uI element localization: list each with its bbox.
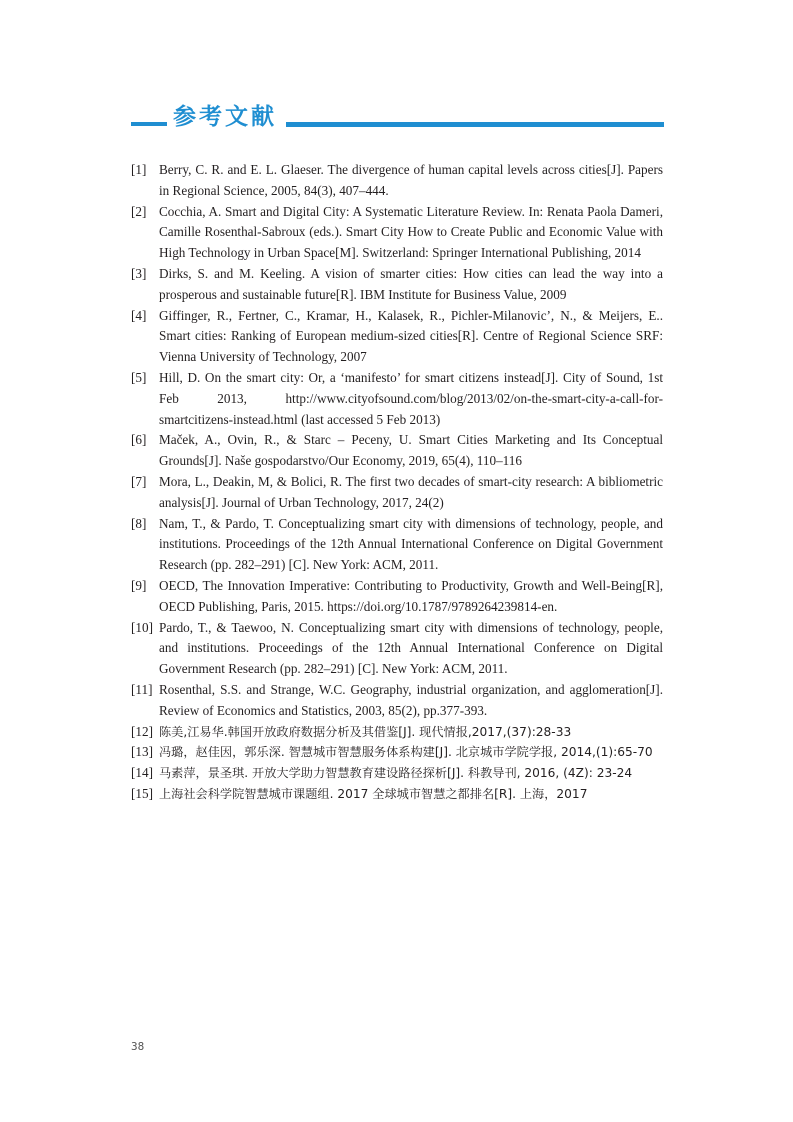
reference-number: [11]: [131, 681, 153, 697]
reference-text: 陈美,江易华.韩国开放政府数据分析及其借鉴[J]. 现代情报,2017,(37):28-33: [159, 724, 572, 739]
reference-text: Pardo, T., & Taewoo, N. Conceptualizing smart city with dimensions of technology, people, and institutions. Proceedings of the 12th Annual International Conference on Digital Government Research (pp. 282–291) [C]. New York: ACM, 2011.: [159, 619, 663, 677]
reference-item: [131, 576, 663, 618]
reference-item: [131, 722, 663, 743]
reference-text: Giffinger, R., Fertner, C., Kramar, H., Kalasek, R., Pichler-Milanovic’, N., & Meijers, E.. Smart cities: Ranking of European medium-sized cities[R]. Centre of Regional Science SRF: Vienna University of Technology, 2007: [159, 307, 663, 365]
reference-number: [1]: [131, 162, 147, 177]
reference-number: [2]: [131, 203, 147, 219]
reference-number: [7]: [131, 473, 147, 489]
heading-rule-right: [286, 122, 664, 127]
reference-item: [131, 680, 663, 722]
reference-number: [13]: [131, 744, 153, 760]
reference-item: [131, 514, 663, 576]
reference-item: [131, 368, 663, 430]
page-number: 38: [131, 1040, 145, 1053]
heading-rule-left: [131, 122, 167, 126]
reference-item: [131, 430, 663, 472]
reference-text: Dirks, S. and M. Keeling. A vision of smarter cities: How cities can lead the way into a prosperous and sustainable future[R]. IBM Institute for Business Value, 2009: [159, 265, 663, 302]
reference-number: [10]: [131, 619, 153, 635]
reference-number: [5]: [131, 369, 147, 385]
reference-text: Nam, T., & Pardo, T. Conceptualizing smart city with dimensions of technology, people, and institutions. Proceedings of the 12th Annual International Conference on Digital Government Research (pp. 282–291) [C]. New York: ACM, 2011.: [159, 515, 663, 573]
reference-item: [131, 742, 663, 763]
reference-number: [8]: [131, 515, 147, 531]
reference-text: Hill, D. On the smart city: Or, a ‘manifesto’ for smart citizens instead[J]. City of Sound, 1st Feb 2013, http://www.cityofsound.com/blog/2013/02/on-the-smart-city-a-call-for-smartcitizens-instead.html (last accessed 5 Feb 2013): [159, 369, 663, 427]
reference-text: Maček, A., Ovin, R., & Starc – Peceny, U. Smart Cities Marketing and Its Conceptual Grounds[J]. Naše gospodarstvo/Our Economy, 2019, 65(4), 110–116: [159, 432, 663, 469]
reference-item: [131, 306, 663, 368]
reference-number: [14]: [131, 765, 153, 781]
reference-item: [131, 202, 663, 264]
reference-text: Berry, C. R. and E. L. Glaeser. The divergence of human capital levels across cities[J]. Papers in Regional Science, 2005, 84(3), 407–444.: [159, 162, 663, 198]
reference-text: 上海社会科学院智慧城市课题组. 2017 全球城市智慧之都排名[R]. 上海，2017: [159, 786, 588, 801]
reference-number: [12]: [131, 723, 153, 739]
reference-number: [3]: [131, 265, 147, 281]
reference-item: [131, 618, 663, 680]
reference-list: [131, 160, 663, 805]
reference-item: [131, 264, 663, 306]
reference-number: [4]: [131, 307, 147, 323]
reference-text: Cocchia, A. Smart and Digital City: A Systematic Literature Review. In: Renata Paola Dameri, Camille Rosenthal-Sabroux (eds.). Smart City How to Create Public and Economic Value with High Technology in Urban Space[M]. Switzerland: Springer International Publishing, 2014: [159, 203, 663, 261]
page-title: 参考文献: [173, 104, 277, 130]
reference-item: [131, 160, 663, 202]
reference-number: [6]: [131, 432, 147, 448]
reference-text: Rosenthal, S.S. and Strange, W.C. Geography, industrial organization, and agglomeration[J]. Review of Economics and Statistics, 2003, 85(2), pp.377-393.: [159, 681, 663, 718]
reference-text: Mora, L., Deakin, M, & Bolici, R. The first two decades of smart-city research: A bibliometric analysis[J]. Journal of Urban Technology, 2017, 24(2): [159, 473, 663, 510]
reference-item: [131, 763, 663, 784]
reference-text: 冯璐，赵佳因，郭乐深. 智慧城市智慧服务体系构建[J]. 北京城市学院学报, 2014,(1):65-70: [159, 745, 653, 760]
reference-text: 马素萍，景圣琪. 开放大学助力智慧教育建设路径探析[J]. 科教导刊, 2016, (4Z): 23-24: [159, 766, 633, 781]
reference-number: [9]: [131, 577, 147, 593]
reference-item: [131, 472, 663, 514]
reference-item: [131, 784, 663, 805]
reference-number: [15]: [131, 785, 153, 801]
section-heading: [131, 100, 664, 134]
reference-text: OECD, The Innovation Imperative: Contributing to Productivity, Growth and Well-Being[R], OECD Publishing, Paris, 2015. https://doi.org/10.1787/9789264239814-en.: [159, 577, 663, 614]
